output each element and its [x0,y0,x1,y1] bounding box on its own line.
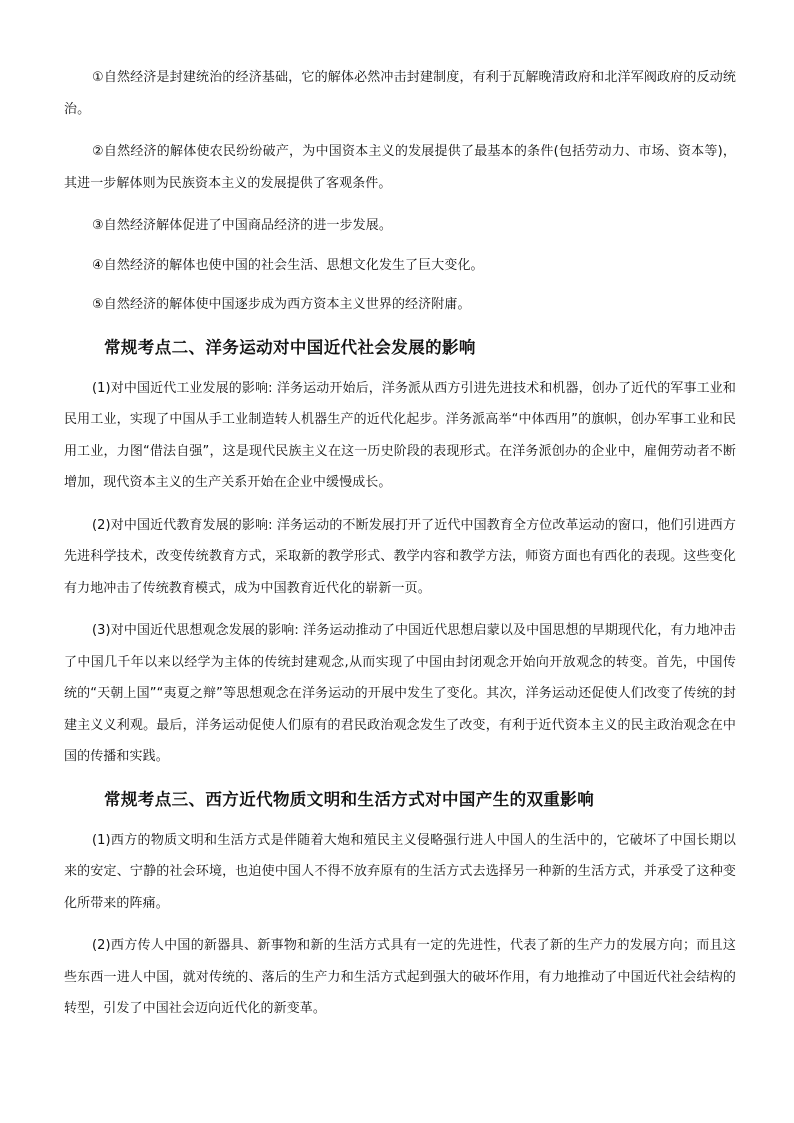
section-heading-2: 常规考点二、洋务运动对中国近代社会发展的影响 [104,337,476,357]
section-heading-3: 常规考点三、西方近代物质文明和生活方式对中国产生的双重影响 [104,789,595,809]
paragraph-civilization-1: (1)西方的物质文明和生活方式是伴随着大炮和殖民主义侵略强行进人中国人的生活中的，它破坏了中国长期以来的安定、宁静的社会环境，也迫使中国人不得不放弃原有的生活方式去选择另一种新的生活方式，并承受了这种变化所带来的阵痛。 [64,832,736,911]
paragraph-education: (2)对中国近代教育发展的影响: 洋务运动的不断发展打开了近代中国教育全方位改革运动的窗口，他们引进西方先进科学技术，改变传统教育方式，采取新的教学形式、教学内容和教学方法，师资方面也有西化的表现。这些变化有力地冲击了传统教育模式，成为中国教育近代化的崭新一页。 [64,517,736,596]
list-item-3: ③自然经济解体促进了中国商品经济的进一步发展。 [92,218,392,233]
list-item-1: ①自然经济是封建统治的经济基础，它的解体必然冲击封建制度，有利于瓦解晚清政府和北洋军阀政府的反动统治。 [64,70,736,117]
paragraph-industry: (1)对中国近代工业发展的影响: 洋务运动开始后，洋务派从西方引进先进技术和机器，创办了近代的军事工业和民用工业，实现了中国从手工业制造转人机器生产的近代化起步。洋务派高举“中体西用”的旗帜，创办军事工业和民用工业，力图“借法自强”，这是现代民族主义在这一历史阶段的表现形式。在洋务派创办的企业中，雇佣劳动者不断增加，现代资本主义的生产关系开始在企业中缓慢成长。 [64,380,736,490]
list-item-2: ②自然经济的解体使农民纷纷破产，为中国资本主义的发展提供了最基本的条件(包括劳动力、市场、资本等)，其进一步解体则为民族资本主义的发展提供了客观条件。 [64,144,736,191]
document-page [64,62,736,1036]
paragraph-ideology: (3)对中国近代思想观念发展的影响: 洋务运动推动了中国近代思想启蒙以及中国思想的早期现代化，有力地冲击了中国几千年以来以经学为主体的传统封建观念,从而实现了中国由封闭观念开始向开放观念的转变。首先，中国传统的“天朝上国”“夷夏之辩”等思想观念在洋务运动的开展中发生了变化。其次，洋务运动还促使人们改变了传统的封建主义义利观。最后，洋务运动促使人们原有的君民政治观念发生了改变，有利于近代资本主义的民主政治观念在中国的传播和实践。 [64,623,736,764]
list-item-4: ④自然经济的解体也使中国的社会生活、思想文化发生了巨大变化。 [92,257,484,273]
paragraph-civilization-2: (2)西方传人中国的新器具、新事物和新的生活方式具有一定的先进性，代表了新的生产力的发展方向；而且这些东西一进人中国，就对传统的、落后的生产力和生活方式起到强大的破坏作用，有力地推动了中国近代社会结构的转型，引发了中国社会迈向近代化的新变革。 [64,938,736,1016]
list-item-5: ⑤自然经济的解体使中国逐步成为西方资本主义世界的经济附庸。 [92,297,471,312]
